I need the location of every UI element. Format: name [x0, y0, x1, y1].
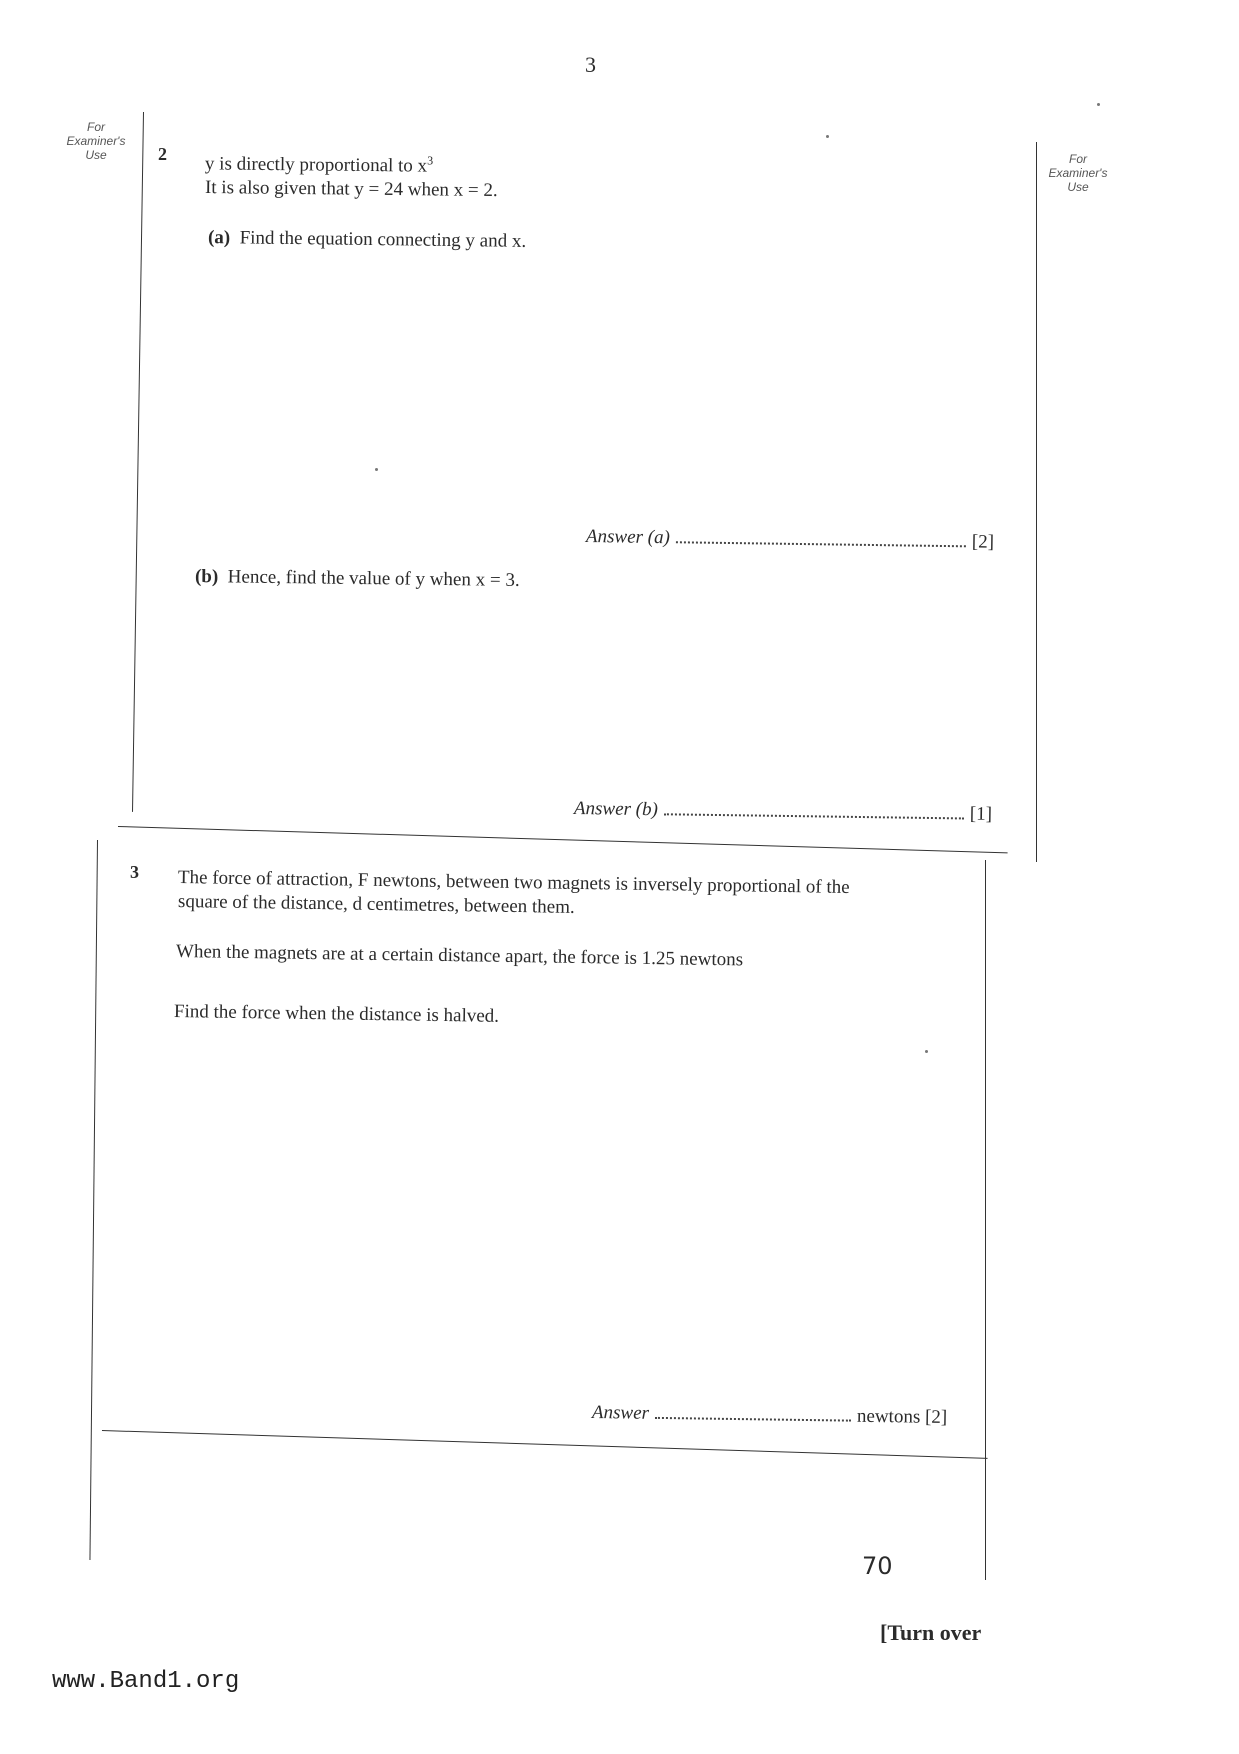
right-margin-line: [1036, 142, 1037, 862]
question-2a: [208, 226, 526, 254]
scan-speck: [925, 1050, 928, 1053]
answer-2b-label: Answer (b): [573, 798, 659, 821]
scan-speck: [826, 135, 829, 138]
handwritten-score: 70: [862, 1552, 893, 1580]
question-2-number: 2: [158, 144, 167, 164]
question-3-line-4: Find the force when the distance is halved.: [173, 1001, 500, 1027]
question-2-stem-text: y is directly proportional to x: [204, 153, 428, 177]
question-2b-label: (b): [194, 566, 219, 588]
answer-3-dots: [655, 1405, 851, 1422]
answer-2a-marks: [2]: [971, 531, 995, 553]
answer-2b-line: [574, 798, 992, 826]
question-2a-text: Find the equation connecting y and x.: [239, 227, 527, 252]
page-number: 3: [585, 52, 596, 77]
examiner-use-label-right: For Examiner's Use: [1048, 152, 1108, 194]
answer-2a-label: Answer (a): [585, 526, 671, 549]
answer-2b-dots: [664, 801, 964, 819]
question-divider-2: [102, 1430, 988, 1459]
question-2-condition: It is also given that y = 24 when x = 2.: [204, 177, 498, 202]
question-2a-label: (a): [207, 227, 231, 249]
question-3-line-1: The force of attraction, F newtons, between two magnets is inversely proportional of the: [177, 867, 850, 898]
examiner-use-label-left: For Examiner's Use: [66, 120, 126, 162]
right-margin-line-lower: [985, 860, 986, 1580]
answer-3-marks: [2]: [924, 1406, 948, 1428]
answer-3-line: [592, 1402, 948, 1429]
question-2b-text: Hence, find the value of y when x = 3.: [227, 566, 520, 591]
answer-2b-marks: [1]: [969, 803, 993, 825]
question-2b: [195, 565, 520, 593]
left-margin-line: [132, 112, 144, 812]
question-3-line-2: square of the distance, d centimetres, between them.: [177, 891, 575, 918]
footer-url: www.Band1.org: [52, 1668, 240, 1695]
answer-3-label: Answer: [591, 1402, 650, 1424]
left-margin-line-lower: [89, 840, 98, 1560]
question-3-number: 3: [130, 862, 139, 882]
question-divider-1: [118, 826, 1008, 853]
question-3-line-3: When the magnets are at a certain distance apart, the force is 1.25 newtons: [175, 941, 744, 971]
question-2-stem: [205, 146, 433, 179]
answer-2a-dots: [676, 529, 966, 547]
answer-2a-line: [586, 526, 994, 554]
turn-over-label: [Turn over: [880, 1620, 982, 1645]
question-2-exponent: 3: [427, 153, 434, 168]
scan-speck: [1097, 103, 1100, 106]
scan-speck: [375, 468, 378, 471]
answer-3-unit: newtons: [856, 1405, 921, 1428]
